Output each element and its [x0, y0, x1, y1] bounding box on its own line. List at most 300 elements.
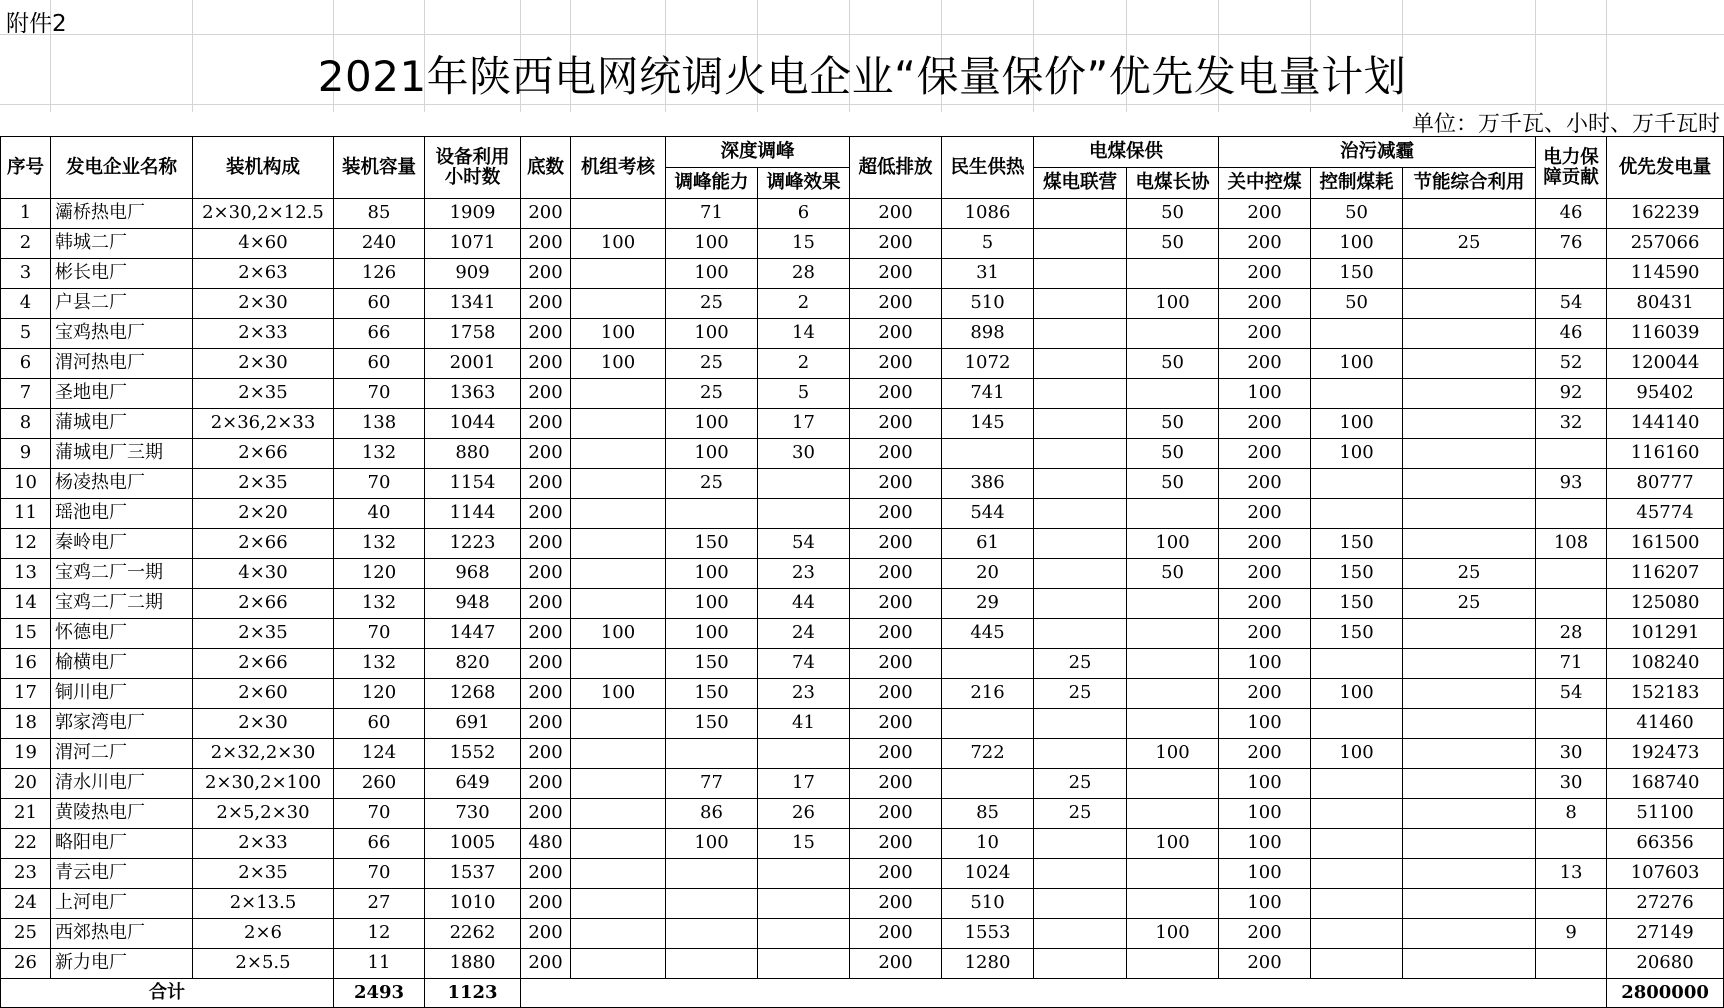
cell-assessment: [571, 439, 666, 469]
cell-config: 2×30,2×100: [193, 769, 334, 799]
cell-capacity: 138: [334, 409, 425, 439]
cell-contribution: 54: [1536, 679, 1607, 709]
cell-coal-consumption: 50: [1311, 199, 1403, 229]
cell-guanzhong-coal: 200: [1219, 529, 1311, 559]
cell-coal-long-term: 50: [1127, 469, 1219, 499]
cell-coal-long-term: [1127, 589, 1219, 619]
cell-ultra-low: 200: [850, 379, 942, 409]
cell-contribution: 28: [1536, 619, 1607, 649]
cell-name: 榆横电厂: [51, 649, 193, 679]
cell-coal-power-joint: [1034, 589, 1127, 619]
cell-coal-consumption: 150: [1311, 559, 1403, 589]
cell-name: 灞桥热电厂: [51, 199, 193, 229]
cell-name: 略阳电厂: [51, 829, 193, 859]
cell-energy-saving: [1403, 679, 1536, 709]
cell-assessment: [571, 559, 666, 589]
cell-seq: 25: [1, 919, 51, 949]
cell-config: 2×13.5: [193, 889, 334, 919]
cell-priority: 257066: [1607, 229, 1724, 259]
cell-coal-power-joint: 25: [1034, 679, 1127, 709]
cell-coal-long-term: [1127, 379, 1219, 409]
cell-coal-power-joint: [1034, 859, 1127, 889]
header-guanzhong-coal: 关中控煤: [1219, 168, 1311, 199]
table-row: [1, 349, 1724, 379]
cell-guanzhong-coal: 200: [1219, 679, 1311, 709]
header-hours-line2: 小时数: [444, 166, 501, 188]
cell-seq: 1: [1, 199, 51, 229]
cell-coal-long-term: 50: [1127, 349, 1219, 379]
cell-coal-long-term: 100: [1127, 529, 1219, 559]
cell-name: 宝鸡热电厂: [51, 319, 193, 349]
cell-guanzhong-coal: 200: [1219, 289, 1311, 319]
cell-config: 2×33: [193, 319, 334, 349]
cell-name: 青云电厂: [51, 859, 193, 889]
cell-capacity: 124: [334, 739, 425, 769]
cell-ultra-low: 200: [850, 619, 942, 649]
cell-hours: 1880: [425, 949, 521, 979]
table-row: [1, 199, 1724, 229]
cell-energy-saving: 25: [1403, 589, 1536, 619]
cell-heating: 741: [942, 379, 1034, 409]
cell-energy-saving: [1403, 349, 1536, 379]
header-capacity: 装机容量: [334, 137, 425, 199]
cell-coal-power-joint: [1034, 289, 1127, 319]
cell-guanzhong-coal: 200: [1219, 949, 1311, 979]
cell-peak-ability: [666, 919, 758, 949]
cell-capacity: 66: [334, 829, 425, 859]
cell-heating: [942, 439, 1034, 469]
table-row: [1, 679, 1724, 709]
cell-ultra-low: 200: [850, 799, 942, 829]
cell-priority: 51100: [1607, 799, 1724, 829]
cell-ultra-low: 200: [850, 769, 942, 799]
cell-hours: 1758: [425, 319, 521, 349]
cell-coal-consumption: [1311, 769, 1403, 799]
totals-hours: 1123: [425, 979, 521, 1008]
cell-coal-power-joint: [1034, 829, 1127, 859]
cell-base: 200: [521, 259, 571, 289]
cell-coal-power-joint: 25: [1034, 799, 1127, 829]
table-row: [1, 769, 1724, 799]
cell-capacity: 120: [334, 559, 425, 589]
cell-guanzhong-coal: 200: [1219, 919, 1311, 949]
cell-capacity: 60: [334, 349, 425, 379]
attachment-label: 附件2: [6, 11, 67, 37]
cell-heating: [942, 709, 1034, 739]
header-pollution: 治污减霾: [1219, 137, 1536, 168]
cell-peak-ability: 71: [666, 199, 758, 229]
cell-seq: 4: [1, 289, 51, 319]
cell-base: 480: [521, 829, 571, 859]
header-hours: [425, 137, 521, 199]
cell-name: 黄陵热电厂: [51, 799, 193, 829]
cell-capacity: 11: [334, 949, 425, 979]
cell-priority: 120044: [1607, 349, 1724, 379]
cell-capacity: 132: [334, 589, 425, 619]
cell-assessment: [571, 469, 666, 499]
cell-peak-effect: 2: [758, 289, 850, 319]
cell-priority: 108240: [1607, 649, 1724, 679]
cell-base: 200: [521, 919, 571, 949]
cell-coal-consumption: 100: [1311, 349, 1403, 379]
cell-config: 2×30: [193, 289, 334, 319]
cell-peak-ability: 25: [666, 289, 758, 319]
totals-priority: 2800000: [1607, 979, 1724, 1008]
cell-contribution: [1536, 949, 1607, 979]
cell-contribution: 30: [1536, 739, 1607, 769]
header-name: 发电企业名称: [51, 137, 193, 199]
cell-priority: 20680: [1607, 949, 1724, 979]
cell-seq: 24: [1, 889, 51, 919]
cell-config: 2×5,2×30: [193, 799, 334, 829]
cell-priority: 41460: [1607, 709, 1724, 739]
cell-peak-effect: 24: [758, 619, 850, 649]
cell-config: 2×30: [193, 349, 334, 379]
cell-coal-consumption: [1311, 919, 1403, 949]
cell-heating: 445: [942, 619, 1034, 649]
cell-capacity: 66: [334, 319, 425, 349]
cell-guanzhong-coal: 200: [1219, 349, 1311, 379]
cell-peak-effect: 2: [758, 349, 850, 379]
cell-seq: 12: [1, 529, 51, 559]
cell-coal-long-term: [1127, 499, 1219, 529]
totals-capacity: 2493: [334, 979, 425, 1008]
header-assessment: 机组考核: [571, 137, 666, 199]
cell-base: 200: [521, 199, 571, 229]
cell-hours: 1154: [425, 469, 521, 499]
cell-contribution: 92: [1536, 379, 1607, 409]
cell-base: 200: [521, 559, 571, 589]
cell-peak-effect: 17: [758, 769, 850, 799]
cell-peak-effect: [758, 739, 850, 769]
cell-energy-saving: [1403, 259, 1536, 289]
cell-energy-saving: 25: [1403, 229, 1536, 259]
cell-priority: 152183: [1607, 679, 1724, 709]
cell-assessment: [571, 949, 666, 979]
cell-priority: 192473: [1607, 739, 1724, 769]
cell-ultra-low: 200: [850, 559, 942, 589]
cell-peak-effect: 28: [758, 259, 850, 289]
cell-energy-saving: [1403, 769, 1536, 799]
cell-peak-effect: 23: [758, 679, 850, 709]
cell-peak-ability: [666, 739, 758, 769]
cell-guanzhong-coal: 200: [1219, 439, 1311, 469]
cell-coal-power-joint: [1034, 889, 1127, 919]
cell-coal-long-term: [1127, 709, 1219, 739]
header-config: 装机构成: [193, 137, 334, 199]
cell-heating: 1280: [942, 949, 1034, 979]
cell-hours: 1005: [425, 829, 521, 859]
cell-assessment: [571, 529, 666, 559]
cell-peak-ability: [666, 889, 758, 919]
cell-priority: 168740: [1607, 769, 1724, 799]
cell-energy-saving: [1403, 379, 1536, 409]
cell-priority: 107603: [1607, 859, 1724, 889]
header-deep-peak-ability: 调峰能力: [666, 168, 758, 199]
cell-energy-saving: [1403, 649, 1536, 679]
cell-name: 铜川电厂: [51, 679, 193, 709]
cell-coal-power-joint: [1034, 949, 1127, 979]
cell-coal-long-term: [1127, 859, 1219, 889]
cell-config: 2×35: [193, 619, 334, 649]
cell-base: 200: [521, 739, 571, 769]
cell-name: 韩城二厂: [51, 229, 193, 259]
cell-config: 2×20: [193, 499, 334, 529]
cell-coal-power-joint: [1034, 529, 1127, 559]
cell-priority: 66356: [1607, 829, 1724, 859]
table-row: [1, 319, 1724, 349]
cell-heating: [942, 649, 1034, 679]
cell-peak-ability: [666, 499, 758, 529]
cell-guanzhong-coal: 100: [1219, 649, 1311, 679]
cell-coal-power-joint: [1034, 409, 1127, 439]
cell-peak-ability: [666, 949, 758, 979]
cell-coal-long-term: [1127, 799, 1219, 829]
cell-priority: 116039: [1607, 319, 1724, 349]
cell-priority: 116207: [1607, 559, 1724, 589]
cell-coal-power-joint: [1034, 559, 1127, 589]
cell-contribution: [1536, 589, 1607, 619]
cell-name: 西郊热电厂: [51, 919, 193, 949]
cell-priority: 27149: [1607, 919, 1724, 949]
cell-guanzhong-coal: 200: [1219, 319, 1311, 349]
cell-heating: 898: [942, 319, 1034, 349]
cell-guanzhong-coal: 200: [1219, 559, 1311, 589]
cell-assessment: 100: [571, 679, 666, 709]
cell-peak-ability: 100: [666, 589, 758, 619]
header-coal-power-joint: 煤电联营: [1034, 168, 1127, 199]
cell-peak-ability: 25: [666, 469, 758, 499]
cell-capacity: 70: [334, 799, 425, 829]
header-contribution-line2: 障贡献: [1543, 166, 1599, 188]
cell-capacity: 70: [334, 469, 425, 499]
cell-ultra-low: 200: [850, 469, 942, 499]
cell-assessment: [571, 649, 666, 679]
cell-seq: 16: [1, 649, 51, 679]
cell-coal-long-term: [1127, 949, 1219, 979]
cell-heating: 386: [942, 469, 1034, 499]
cell-seq: 8: [1, 409, 51, 439]
cell-peak-ability: 100: [666, 559, 758, 589]
header-deep-peak: 深度调峰: [666, 137, 850, 168]
cell-assessment: [571, 889, 666, 919]
cell-seq: 9: [1, 439, 51, 469]
cell-assessment: [571, 769, 666, 799]
cell-ultra-low: 200: [850, 829, 942, 859]
cell-peak-ability: 100: [666, 229, 758, 259]
cell-energy-saving: [1403, 799, 1536, 829]
cell-peak-effect: 30: [758, 439, 850, 469]
table-row: [1, 469, 1724, 499]
cell-priority: 80777: [1607, 469, 1724, 499]
cell-coal-power-joint: [1034, 349, 1127, 379]
cell-name: 郭家湾电厂: [51, 709, 193, 739]
cell-heating: 510: [942, 889, 1034, 919]
cell-coal-power-joint: 25: [1034, 649, 1127, 679]
cell-peak-ability: 100: [666, 619, 758, 649]
cell-name: 怀德电厂: [51, 619, 193, 649]
cell-peak-effect: [758, 889, 850, 919]
unit-label: 单位：万千瓦、小时、万千瓦时: [1411, 112, 1720, 137]
cell-peak-ability: 77: [666, 769, 758, 799]
cell-coal-power-joint: [1034, 439, 1127, 469]
cell-base: 200: [521, 349, 571, 379]
cell-heating: 1072: [942, 349, 1034, 379]
cell-contribution: [1536, 499, 1607, 529]
cell-ultra-low: 200: [850, 499, 942, 529]
cell-seq: 20: [1, 769, 51, 799]
cell-config: 2×33: [193, 829, 334, 859]
cell-peak-ability: 150: [666, 649, 758, 679]
header-hours-line1: 设备利用: [435, 147, 510, 169]
cell-name: 清水川电厂: [51, 769, 193, 799]
cell-ultra-low: 200: [850, 349, 942, 379]
cell-seq: 13: [1, 559, 51, 589]
cell-base: 200: [521, 679, 571, 709]
cell-seq: 7: [1, 379, 51, 409]
cell-guanzhong-coal: 200: [1219, 259, 1311, 289]
cell-config: 2×66: [193, 439, 334, 469]
cell-ultra-low: 200: [850, 409, 942, 439]
cell-priority: 80431: [1607, 289, 1724, 319]
cell-heating: 145: [942, 409, 1034, 439]
table-row: [1, 709, 1724, 739]
cell-energy-saving: [1403, 739, 1536, 769]
cell-base: 200: [521, 469, 571, 499]
cell-name: 圣地电厂: [51, 379, 193, 409]
cell-heating: 1553: [942, 919, 1034, 949]
header-coal-supply: 电煤保供: [1034, 137, 1219, 168]
cell-config: 2×66: [193, 529, 334, 559]
cell-contribution: 8: [1536, 799, 1607, 829]
cell-capacity: 27: [334, 889, 425, 919]
cell-peak-ability: 150: [666, 709, 758, 739]
cell-capacity: 12: [334, 919, 425, 949]
cell-coal-consumption: [1311, 799, 1403, 829]
power-plan-table: [0, 136, 1724, 1008]
cell-name: 新力电厂: [51, 949, 193, 979]
cell-base: 200: [521, 589, 571, 619]
cell-assessment: 100: [571, 349, 666, 379]
cell-config: 2×5.5: [193, 949, 334, 979]
cell-assessment: [571, 829, 666, 859]
cell-hours: 1010: [425, 889, 521, 919]
cell-peak-effect: [758, 499, 850, 529]
table-row: [1, 409, 1724, 439]
cell-peak-effect: 54: [758, 529, 850, 559]
cell-coal-consumption: [1311, 709, 1403, 739]
cell-assessment: [571, 589, 666, 619]
cell-name: 渭河热电厂: [51, 349, 193, 379]
cell-coal-consumption: [1311, 859, 1403, 889]
cell-contribution: 30: [1536, 769, 1607, 799]
cell-energy-saving: [1403, 439, 1536, 469]
cell-guanzhong-coal: 200: [1219, 229, 1311, 259]
cell-guanzhong-coal: 100: [1219, 769, 1311, 799]
cell-hours: 691: [425, 709, 521, 739]
cell-energy-saving: [1403, 709, 1536, 739]
cell-coal-consumption: 100: [1311, 679, 1403, 709]
table-row: [1, 619, 1724, 649]
cell-coal-power-joint: [1034, 469, 1127, 499]
cell-heating: 31: [942, 259, 1034, 289]
cell-guanzhong-coal: 100: [1219, 829, 1311, 859]
cell-assessment: [571, 199, 666, 229]
cell-capacity: 40: [334, 499, 425, 529]
cell-peak-ability: 25: [666, 349, 758, 379]
cell-name: 杨凌热电厂: [51, 469, 193, 499]
cell-base: 200: [521, 889, 571, 919]
cell-ultra-low: 200: [850, 859, 942, 889]
cell-ultra-low: 200: [850, 259, 942, 289]
cell-coal-long-term: 50: [1127, 559, 1219, 589]
table-row: [1, 289, 1724, 319]
cell-heating: 510: [942, 289, 1034, 319]
header-seq: 序号: [1, 137, 51, 199]
header-base: 底数: [521, 137, 571, 199]
cell-heating: [942, 769, 1034, 799]
cell-energy-saving: [1403, 829, 1536, 859]
cell-priority: 45774: [1607, 499, 1724, 529]
cell-config: 2×35: [193, 379, 334, 409]
cell-config: 2×66: [193, 649, 334, 679]
cell-coal-consumption: [1311, 649, 1403, 679]
cell-base: 200: [521, 289, 571, 319]
cell-coal-consumption: [1311, 949, 1403, 979]
cell-heating: 1024: [942, 859, 1034, 889]
cell-peak-ability: 150: [666, 679, 758, 709]
cell-coal-power-joint: [1034, 229, 1127, 259]
cell-coal-consumption: [1311, 469, 1403, 499]
cell-coal-power-joint: [1034, 379, 1127, 409]
cell-energy-saving: [1403, 499, 1536, 529]
cell-assessment: [571, 919, 666, 949]
cell-name: 彬长电厂: [51, 259, 193, 289]
cell-peak-effect: 26: [758, 799, 850, 829]
cell-energy-saving: [1403, 889, 1536, 919]
cell-heating: 544: [942, 499, 1034, 529]
cell-guanzhong-coal: 100: [1219, 889, 1311, 919]
cell-energy-saving: [1403, 949, 1536, 979]
cell-name: 宝鸡二厂二期: [51, 589, 193, 619]
cell-name: 蒲城电厂: [51, 409, 193, 439]
cell-config: 2×60: [193, 679, 334, 709]
cell-ultra-low: 200: [850, 229, 942, 259]
cell-coal-long-term: [1127, 319, 1219, 349]
cell-ultra-low: 200: [850, 739, 942, 769]
cell-coal-long-term: [1127, 679, 1219, 709]
cell-peak-effect: 41: [758, 709, 850, 739]
cell-hours: 2001: [425, 349, 521, 379]
table-row: [1, 379, 1724, 409]
cell-hours: 909: [425, 259, 521, 289]
cell-energy-saving: [1403, 409, 1536, 439]
cell-base: 200: [521, 529, 571, 559]
cell-capacity: 70: [334, 859, 425, 889]
cell-coal-power-joint: [1034, 619, 1127, 649]
cell-base: 200: [521, 439, 571, 469]
cell-peak-effect: 74: [758, 649, 850, 679]
cell-contribution: 54: [1536, 289, 1607, 319]
cell-peak-ability: 100: [666, 319, 758, 349]
cell-coal-power-joint: [1034, 259, 1127, 289]
cell-energy-saving: [1403, 289, 1536, 319]
cell-peak-effect: [758, 949, 850, 979]
cell-capacity: 240: [334, 229, 425, 259]
cell-capacity: 126: [334, 259, 425, 289]
header-coal-long-term: 电煤长协: [1127, 168, 1219, 199]
cell-coal-power-joint: 25: [1034, 769, 1127, 799]
